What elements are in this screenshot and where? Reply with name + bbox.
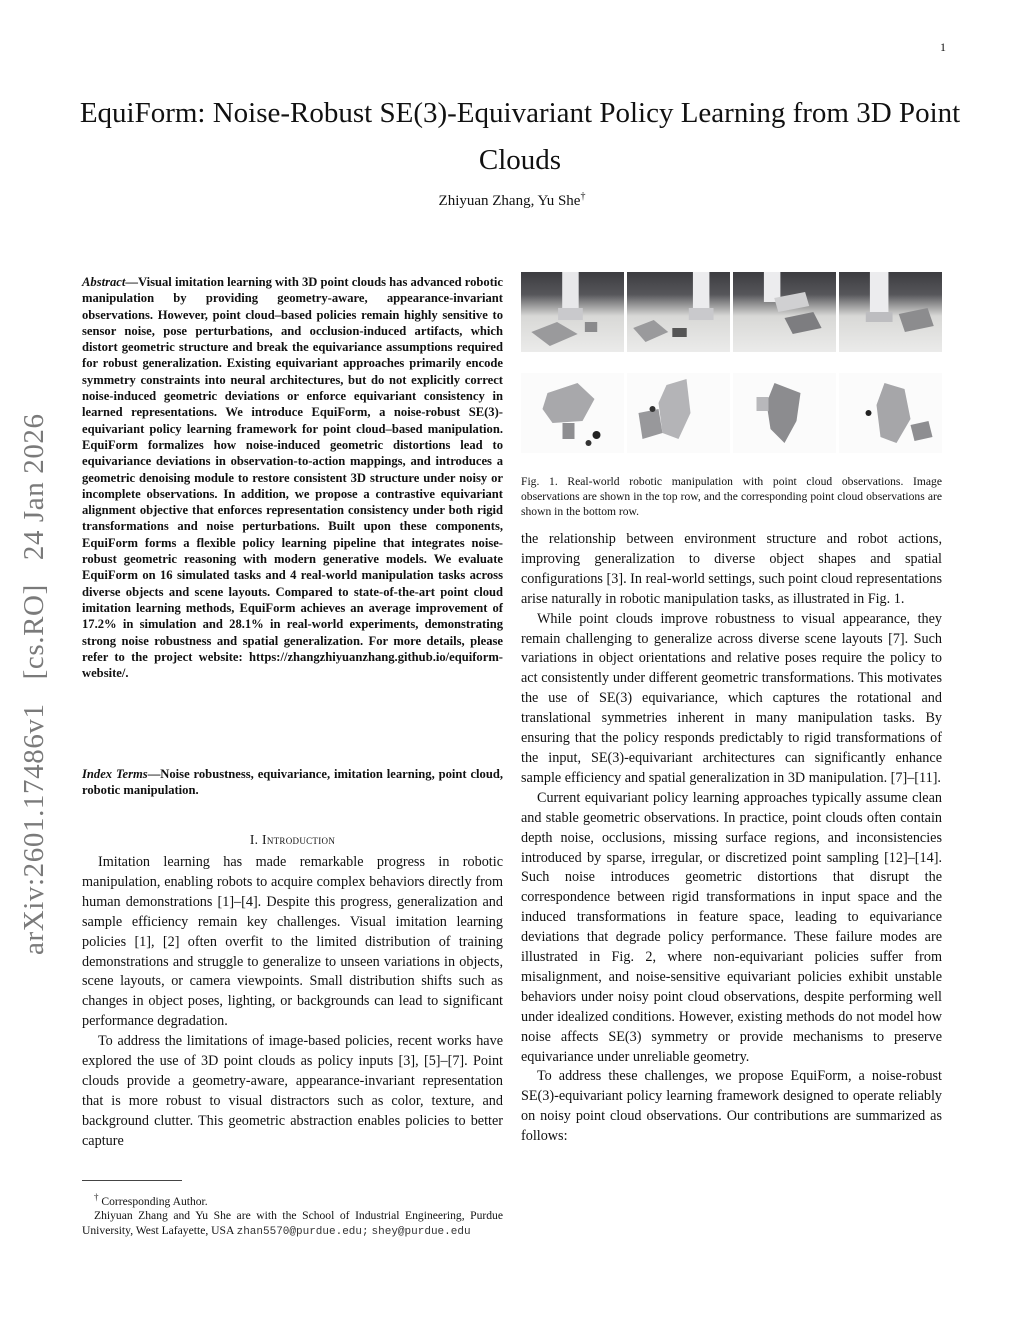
section-title: Introduction bbox=[262, 832, 336, 847]
robot-arm-photo bbox=[733, 272, 836, 352]
page-number: 1 bbox=[940, 40, 946, 54]
point-cloud-render bbox=[521, 373, 624, 453]
paragraph: While point clouds improve robustness to visual appearance, they remain challenging to generalize across diverse scene layouts [7]. Such variations in object orientations and relative poses require the policy to act consistently under different geometric transformations. This motivates the use of SE(3) equivariance, which captures the rotational and translational symmetries inherent in many manipulation tasks. By ensuring that the policy responds predictably to rigid transformations of the input, SE(3)-equivariant architectures can significantly enhance sample efficiency and spatial generalization in 3D manipulation. [7]–[11]. bbox=[521, 610, 942, 786]
footnote-corresponding: Corresponding Author. bbox=[101, 1194, 208, 1208]
arxiv-category: [cs.RO] bbox=[17, 584, 50, 680]
authors: Zhiyuan Zhang, Yu She bbox=[438, 193, 581, 209]
point-cloud-render bbox=[627, 373, 730, 453]
abstract bbox=[82, 274, 503, 681]
footnote bbox=[82, 1190, 503, 1239]
robot-arm-photo bbox=[839, 272, 942, 352]
image-row-point-clouds bbox=[521, 373, 942, 453]
section-number: I. bbox=[249, 832, 259, 847]
abstract-label: Abstract bbox=[82, 275, 126, 289]
footnote-rule bbox=[82, 1180, 182, 1181]
author-mark: † bbox=[580, 191, 586, 202]
footnote-email: shey@purdue.edu bbox=[371, 1225, 471, 1238]
image-row-photos bbox=[521, 272, 942, 352]
arxiv-stamp bbox=[10, 365, 58, 955]
footnote-affiliation: Zhiyuan Zhang and Yu She are with the School of Industrial Engineering, Purdue University, West Lafayette, USA bbox=[82, 1209, 503, 1237]
robot-arm-photo bbox=[627, 272, 730, 352]
point-cloud-observation bbox=[839, 373, 942, 453]
index-terms-text: —Noise robustness, equivariance, imitation learning, point cloud, robotic manipulation. bbox=[82, 767, 503, 798]
paragraph: the relationship between environment structure and robot actions, improving generalization to diverse object shapes and spatial configurations [3]. In real-world settings, such point cloud representations arise naturally in robotic manipulation tasks, as illustrated in Fig. 1. bbox=[521, 531, 942, 607]
index-terms-label: Index Terms bbox=[82, 767, 148, 781]
figure-1 bbox=[521, 272, 942, 519]
footnote-line bbox=[82, 1190, 503, 1209]
footnote-line bbox=[82, 1209, 503, 1239]
section-heading bbox=[82, 830, 503, 850]
arxiv-date: 24 Jan 2026 bbox=[17, 413, 50, 561]
point-cloud-observation bbox=[521, 373, 624, 453]
photo-observation bbox=[627, 272, 730, 352]
paragraph: To address these challenges, we propose EquiForm, a noise-robust SE(3)-equivariant policy learning framework designed to operate reliably on noisy point cloud observations. Our contributions are summarized as follows: bbox=[521, 1068, 942, 1145]
figure-caption: Fig. 1. Real-world robotic manipulation with point cloud observations. Image observations are shown in the top row, and the corresponding point cloud observations are shown in the bottom row. bbox=[521, 475, 942, 518]
index-terms bbox=[82, 766, 503, 799]
right-column-text bbox=[521, 530, 942, 1147]
point-cloud-observation bbox=[733, 373, 836, 453]
photo-observation bbox=[839, 272, 942, 352]
paper-title: EquiForm: Noise-Robust SE(3)-Equivariant Policy Learning from 3D Point Clouds bbox=[79, 97, 961, 176]
paragraph: To address the limitations of image-based policies, recent works have explored the use of 3D point clouds as policy inputs [3], [5]–[7]. Point clouds provide a geometry-aware, appearance-invariant representation that is more robust to visual distractors such as color, texture, and background clutter. This geometric abstraction enables policies to better capture bbox=[82, 1033, 503, 1149]
intro-text bbox=[82, 853, 503, 1152]
point-cloud-render bbox=[839, 373, 942, 453]
arxiv-id: arXiv:2601.17486v1 bbox=[17, 703, 50, 955]
point-cloud-observation bbox=[627, 373, 730, 453]
point-cloud-render bbox=[733, 373, 836, 453]
photo-observation bbox=[521, 272, 624, 352]
footnote-mark: † bbox=[94, 1192, 99, 1202]
paragraph: Imitation learning has made remarkable progress in robotic manipulation, enabling robots to acquire complex behaviors directly from human demonstrations [1]–[4]. Despite this progress, generalization and sample efficiency remain key challenges. Visual imitation learning policies [1], [2] often overfit to the limited distribution of training demonstrations and struggle to generalize to unseen variations in objects, scene layouts, or camera viewpoints. Small distribution shifts such as changes in object poses, lighting, or backgrounds can lead to significant performance degradation. bbox=[82, 854, 503, 1030]
abstract-text: —Visual imitation learning with 3D point clouds has advanced robotic manipulation by providing geometry-aware, appearance-invariant observations. However, point cloud–based policies remain highly sensitive to sensor noise, pose perturbations, and occlusion-induced artifacts, which distort geometric structure and break the equivariance assumptions required for robust generalization. Existing equivariant approaches primarily encode symmetry constraints into neural architectures, but do not explicitly correct noise-induced geometric deviations or enforce equivariant consistency in learned representations. We introduce EquiForm, a noise-robust SE(3)-equivariant policy learning framework for point cloud–based manipulation. EquiForm formalizes how noise-induced geometric distortions lead to equivariance deviations in observation-to-action mappings, and introduces a geometric denoising module to restore consistent 3D structure under noisy or incomplete observations. In addition, we propose a contrastive equivariant alignment objective that enforces representation consistency under both rigid transformations and noise perturbations. Built upon these components, EquiForm forms a flexible policy learning pipeline that integrates noise-robust geometric reasoning with modern generative models. We evaluate EquiForm on 16 simulated tasks and 4 real-world manipulation tasks across diverse objects and scene layouts. Compared to state-of-the-art point cloud imitation learning methods, EquiForm achieves an average improvement of 17.2% in simulation and 28.1% in real-world experiments, demonstrating strong noise robustness and spatial generalization. For more details, please refer to the project website: https://zhangzhiyuanzhang.github.io/equiform-website/. bbox=[82, 275, 503, 681]
footnote-email: zhan5570@purdue.edu; bbox=[236, 1225, 369, 1238]
paragraph: Current equivariant policy learning approaches typically assume clean and stable geometric observations. In practice, point clouds often contain depth noise, occlusions, missing surface regions, and inconsistencies introduced by sparse, irregular, or discretized point sampling [12]–[14]. Such noise introduces geometric distortions that disrupt the correspondence between rigid transformations in input space and the induced transformations in feature space, leading to equivariance deviations that degrade policy performance. These failure modes are illustrated in Fig. 2, where non-equivariant policies suffer from misalignment, and noise-sensitive equivariant policies exhibit unstable behaviors under noisy point cloud observations, despite performing well under idealized conditions. However, existing methods do not model how noise affects SE(3) symmetry or provide mechanisms to preserve equivariance under unreliable geometry. bbox=[521, 789, 942, 1065]
author-line bbox=[0, 191, 1024, 210]
photo-observation bbox=[733, 272, 836, 352]
robot-arm-photo bbox=[521, 272, 624, 352]
